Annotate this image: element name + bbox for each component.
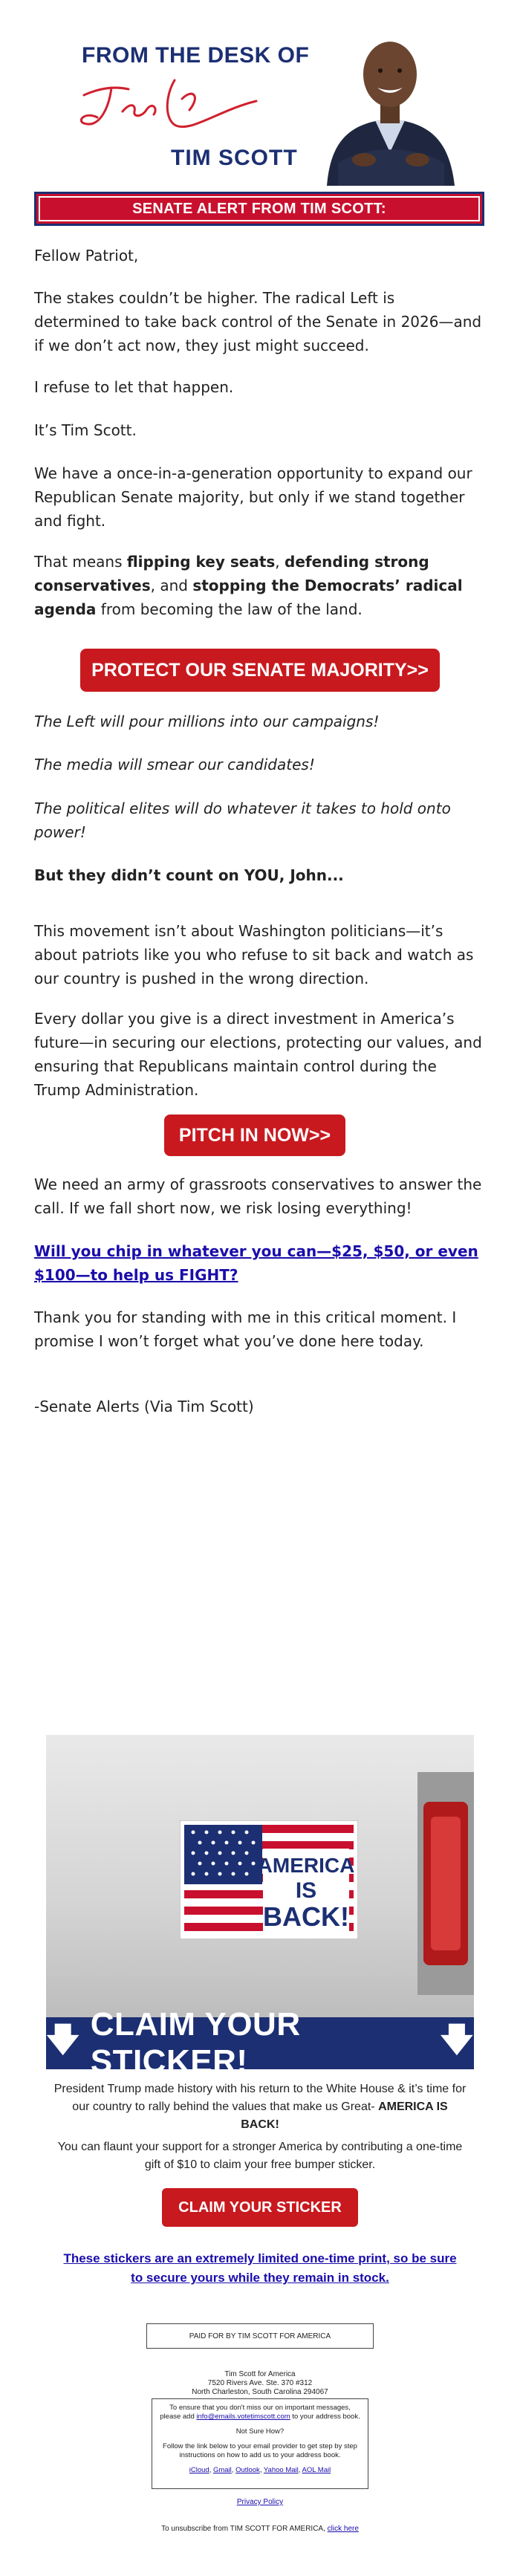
provider-yahoo-link[interactable]: Yahoo Mail [263, 2466, 299, 2474]
sticker-text-is: IS [295, 1878, 317, 1903]
unsubscribe-link[interactable]: click here [327, 2525, 359, 2533]
paragraph-that-means: That means flipping key seats, defending strong conservatives, and stopping the Democrats’ radical agenda from becoming the law of the land. [34, 553, 463, 618]
claim-sticker-banner-text: CLAIM YOUR STICKER! [90, 2006, 301, 2080]
paragraph-refuse: I refuse to let that happen. [34, 378, 234, 396]
italic-line-campaigns: The Left will pour millions into our campaigns! [34, 713, 380, 730]
paragraph-every-dollar: Every dollar you give is a direct investment in America’s future—in securing our elections, protecting our values, and ensuring that Republicans maintain control during the Trump Administration. [34, 1010, 482, 1099]
sticker-text-back: BACK! [263, 1901, 349, 1932]
name-tag: TIM SCOTT [171, 146, 298, 170]
desk-line: FROM THE DESK OF [82, 43, 310, 68]
senate-alert-banner [34, 192, 484, 226]
chip-in-link[interactable]: Will you chip in whatever you can—$25, $50, or even $100—to help us FIGHT? [34, 1242, 478, 1284]
sticker-text-america: AMERICA [257, 1854, 355, 1877]
sign-off: -Senate Alerts (Via Tim Scott) [34, 1398, 254, 1415]
america-is-back-sticker [180, 1820, 358, 1939]
safe-sender-email-link[interactable]: info@emails.votetimscott.com [196, 2413, 290, 2421]
sticker-photo[interactable] [46, 1735, 474, 2017]
mailing-address: Tim Scott for America 7520 Rivers Ave. Ste. 370 #312 North Charleston, South Carolina 294067 [192, 2370, 328, 2396]
provider-aol-link[interactable]: AOL Mail [302, 2466, 331, 2474]
paragraph-stakes: The stakes couldn’t be higher. The radical Left is determined to take back control of the Senate in 2026—and if we don’t act now, they just might succeed. [34, 289, 482, 354]
email-header [0, 0, 520, 189]
paragraph-count-on-you: But they didn’t count on YOU, John... [34, 866, 344, 884]
tail-light-graphic [417, 1772, 474, 1995]
portrait-photo [319, 15, 461, 186]
unsubscribe-line: To unsubscribe from TIM SCOTT FOR AMERICA, click here [161, 2525, 359, 2533]
claim-your-sticker-button[interactable]: CLAIM YOUR STICKER [162, 2188, 358, 2227]
arrow-down-icon: 🡇 [46, 2021, 80, 2058]
safe-sender-box: To ensure that you don't miss our on important messages, please add info@emails.votetimscott.com to your address book. Not Sure How? Follow the link below to your email provider to get step by step instructions on how to add us to your address book. iCloud, Gmail, Outlook, Yahoo Mail, AOL Mail [152, 2398, 368, 2489]
senate-alert-text: SENATE ALERT FROM TIM SCOTT: [132, 200, 386, 217]
paid-for-disclaimer: PAID FOR BY TIM SCOTT FOR AMERICA [146, 2323, 374, 2349]
claim-sticker-banner[interactable] [46, 2006, 474, 2080]
provider-icloud-link[interactable]: iCloud [189, 2466, 209, 2474]
paragraph-opportunity: We have a once-in-a-generation opportunity to expand our Republican Senate majority, but only if we stand together and fight. [34, 464, 472, 530]
paragraph-movement: This movement isn’t about Washington politicians—it’s about patriots like you who refuse to sit back and watch as our country is pushed in the wrong direction. [34, 922, 474, 987]
sticker-contribution-text: You can flaunt your support for a stronger America by contributing a one-time gift of $10 to claim your free bumper sticker. [57, 2141, 463, 2171]
provider-gmail-link[interactable]: Gmail [212, 2466, 232, 2474]
protect-senate-majority-button[interactable]: PROTECT OUR SENATE MAJORITY>> [80, 649, 440, 692]
arrow-down-icon: 🡇 [440, 2021, 474, 2058]
limited-print-link[interactable]: These stickers are an extremely limited one-time print, so be sure to secure yours while they remain in stock. [63, 2251, 457, 2285]
paragraph-army: We need an army of grassroots conservatives to answer the call. If we fall short now, we risk losing everything! [34, 1175, 482, 1217]
signature-graphic [71, 65, 275, 147]
italic-line-media: The media will smear our candidates! [34, 756, 315, 773]
italic-line-elites: The political elites will do whatever it takes to hold onto power! [34, 799, 451, 841]
provider-outlook-link[interactable]: Outlook [235, 2466, 260, 2474]
privacy-policy-link[interactable]: Privacy Policy [236, 2498, 284, 2506]
paragraph-intro: It’s Tim Scott. [34, 421, 137, 439]
privacy-policy [186, 2498, 334, 2506]
paragraph-thank-you: Thank you for standing with me in this critical moment. I promise I won’t forget what you’ve done here today. [34, 1308, 457, 1350]
pitch-in-now-button[interactable]: PITCH IN NOW>> [164, 1115, 345, 1156]
sticker-description: President Trump made history with his return to the White House & it’s time for our country to rally behind the values that make us Great- AMERICA IS BACK! [53, 2083, 467, 2131]
greeting: Fellow Patriot, [34, 247, 139, 265]
